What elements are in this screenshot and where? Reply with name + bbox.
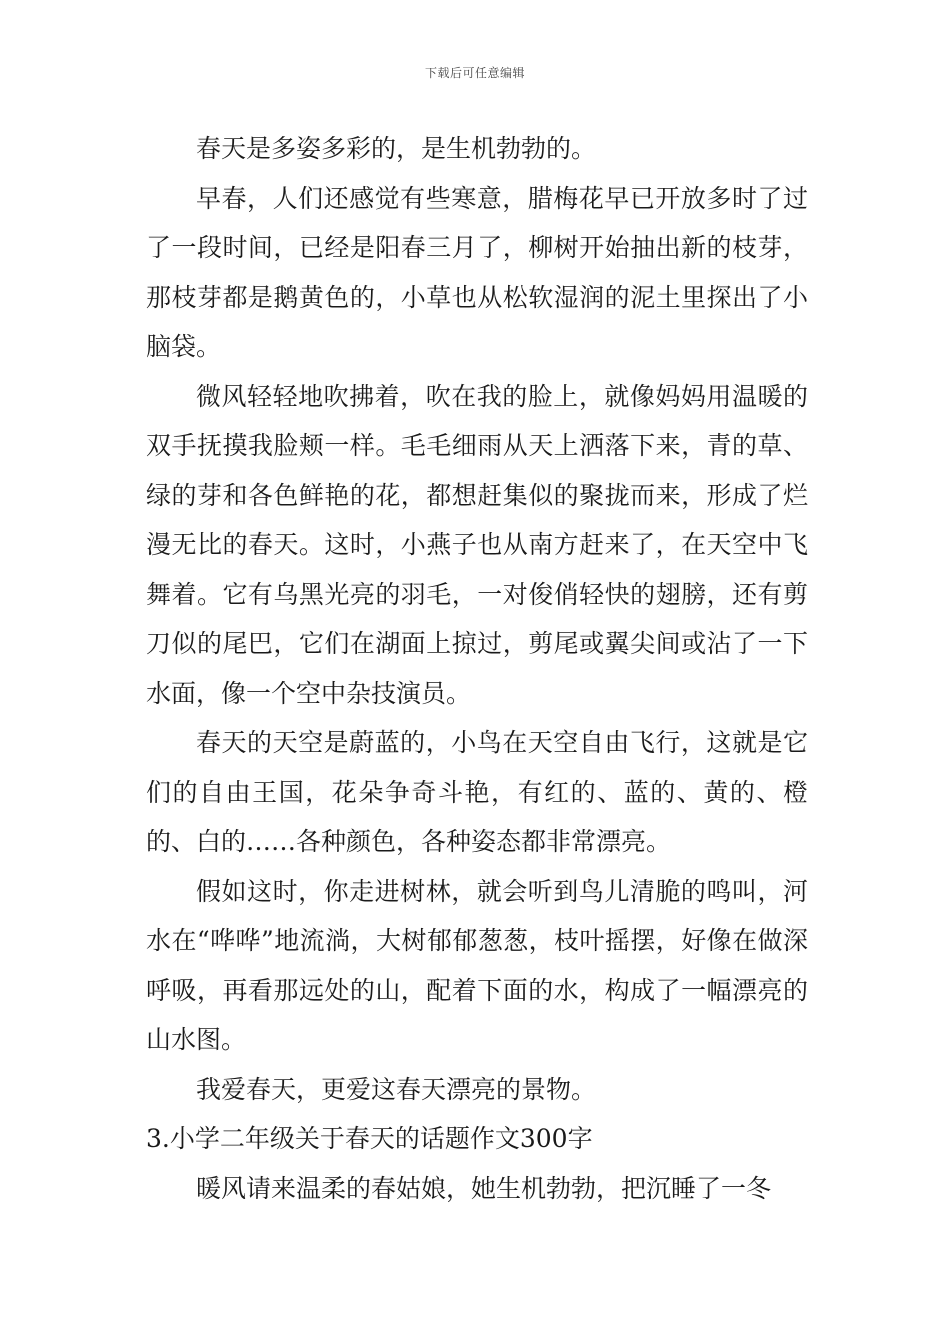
paragraph-4: 春天的天空是蔚蓝的，小鸟在天空自由飞行，这就是它们的自由王国，花朵争奇斗艳，有红的、蓝的、黄的、橙的、白的……各种颜色，各种姿态都非常漂亮。 xyxy=(146,728,808,856)
paragraph-6: 我爱春天，更爱这春天漂亮的景物。 xyxy=(196,1074,597,1104)
paragraph-2: 早春，人们还感觉有些寒意，腊梅花早已开放多时了过了一段时间，已经是阳春三月了，柳树开始抽出新的枝芽，那枝芽都是鹅黄色的，小草也从松软湿润的泥土里探出了小脑袋。 xyxy=(146,183,808,361)
paragraph-5: 假如这时，你走进树林，就会听到鸟儿清脆的鸣叫，河水在“哗哗”地流淌，大树郁郁葱葱，枝叶摇摆，好像在做深呼吸，再看那远处的山，配着下面的水，构成了一幅漂亮的山水图。 xyxy=(146,876,808,1054)
paragraph-3: 微风轻轻地吹拂着，吹在我的脸上，就像妈妈用温暖的双手抚摸我脸颊一样。毛毛细雨从天上洒落下来，青的草、绿的芽和各色鲜艳的花，都想赶集似的聚拢而来，形成了烂漫无比的春天。这时，小燕子也从南方赶来了，在天空中飞舞着。它有乌黑光亮的羽毛，一对俊俏轻快的翅膀，还有剪刀似的尾巴，它们在湖面上掠过，剪尾或翼尖间或沾了一下水面，像一个空中杂技演员。 xyxy=(146,381,808,708)
document-body xyxy=(146,124,808,1213)
paragraph-1: 春天是多姿多彩的，是生机勃勃的。 xyxy=(196,134,597,163)
page-header-note: 下载后可任意编辑 xyxy=(424,66,525,80)
section-heading: 3.小学二年级关于春天的话题作文300字 xyxy=(146,1124,593,1153)
paragraph-7: 暖风请来温柔的春姑娘，她生机勃勃，把沉睡了一冬 xyxy=(196,1173,772,1203)
